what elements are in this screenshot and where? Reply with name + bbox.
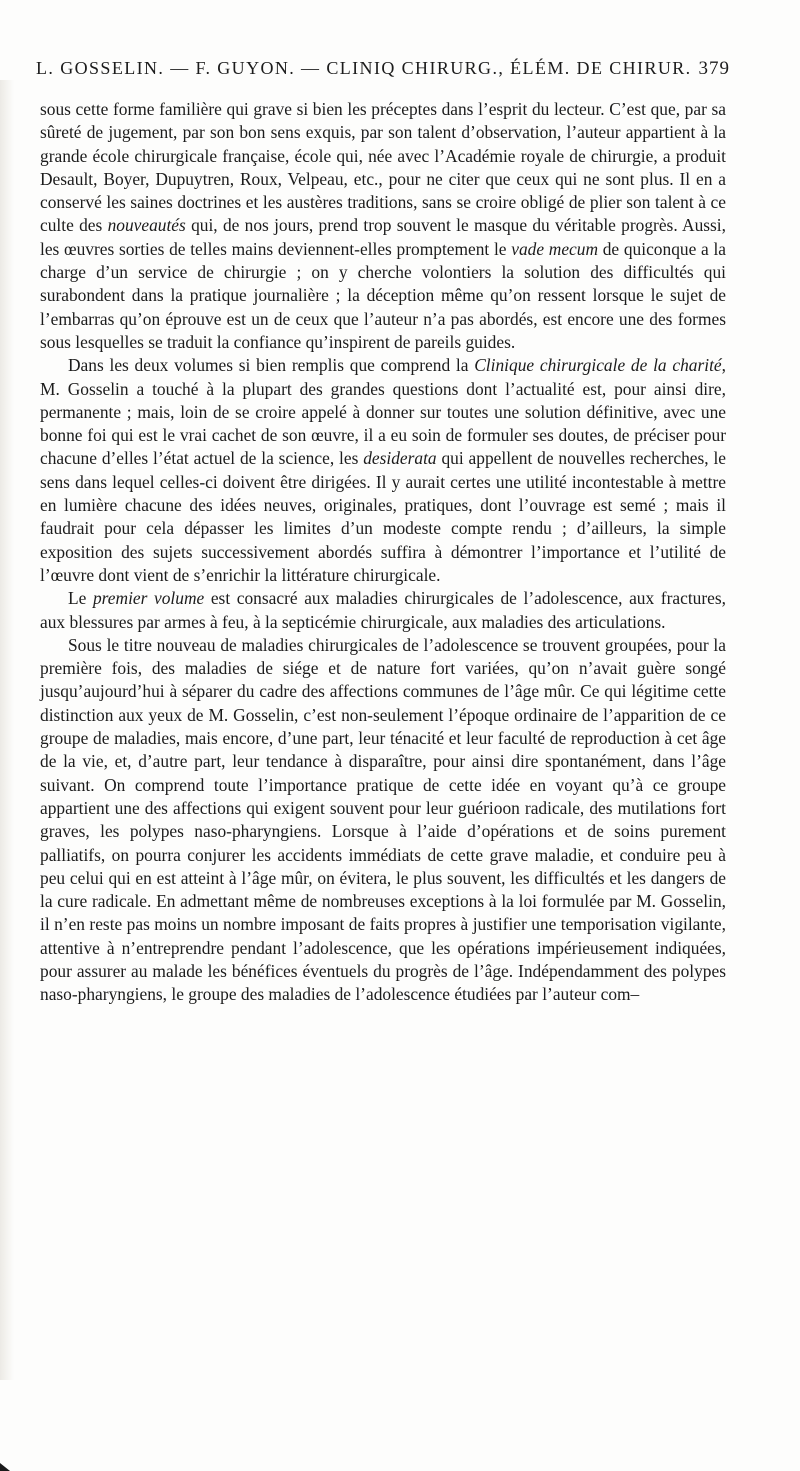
running-title: L. GOSSELIN. — F. GUYON. — CLINIQ CHIRURG., ÉLÉM. DE CHIRUR. (36, 58, 692, 78)
italic-text: Clinique chirurgicale de la charité (474, 355, 722, 376)
text-run: Sous le titre nouveau de maladies chirurgicales de l’adolescence se trouvent groupées, pour la première fois, des maladies de siége et de nature fort variées, qu’on n’avait guère songé jusqu’aujourd’hui à séparer du cadre des affections communes de l’âge mûr. Ce qui légitime cette distinction aux yeux de M. Gosselin, c’est non-seulement l’époque ordinaire de l’apparition de ce groupe de maladies, mais encore, d’une part, leur ténacité et leur faculté de reproduction à cet âge de la vie, et, d’autre part, leur tendance à disparaître, pour ainsi dire spontanément, dans l’âge suivant. On comprend toute l’importance pratique de cette idée en voyant qu’à ce groupe appartient une des affections qui exigent souvent pour leur guérioon radicale, des mutilations fort graves, les polypes naso-pharyngiens. Lorsque à l’aide d’opérations et de soins purement palliatifs, on pourra conjurer les accidents immédiats de cette grave maladie, et conduire peu à peu celui qui en est atteint à l’âge mûr, on évitera, le plus souvent, les difficultés et les dangers de la cure radicale. En admettant même de nombreuses exceptions à la loi formulée par M. Gosselin, il n’en reste pas moins un nombre imposant de faits propres à justifier une temporisation vigilante, attentive à n’entreprendre pendant l’adolescence, que les opérations impérieusement indiquées, pour assurer au malade les bénéfices éventuels du progrès de l’âge. Indépendamment des polypes naso-pharyngiens, le groupe des maladies de l’adolescence étudiées par l’auteur com– (40, 634, 726, 1005)
page-number: 379 (698, 58, 730, 79)
text-run: Dans les deux volumes si bien remplis que comprend la (68, 355, 475, 376)
running-header (36, 58, 730, 90)
italic-text: nouveautés (107, 215, 186, 236)
text-run: qui, de nos jours, prend trop souvent le masque du véritable progrès. Aussi, les œuvres sorties de telles mains deviennent-elles promptement le (40, 215, 726, 259)
paragraph-3 (40, 587, 726, 634)
text-run: est consacré aux maladies chirurgicales de l’adolescence, aux fractures, aux blessures par armes à feu, à la septicémie chirurgicale, aux maladies des articulations. (40, 588, 726, 632)
body-text (40, 98, 726, 1007)
italic-text: premier volume (92, 588, 205, 609)
left-margin-shadow (0, 80, 14, 1380)
italic-text: desiderata (363, 448, 437, 469)
text-run: qui appellent de nouvelles recherches, le sens dans lequel celles-ci doivent être dirigées. Il y aurait certes une utilité incontestable à mettre en lumière chacune des idées neuves, originales, pratiques, dont l’ouvrage est semé ; mais il faudrait pour cela dépasser les limites d’un modeste compte rendu ; d’ailleurs, la simple exposition des sujets successivement abordés suffira à démontrer l’importance et l’utilité de l’œuvre dont vient de s’enrichir la littérature chirurgicale. (40, 448, 727, 585)
paragraph-4 (40, 634, 726, 1007)
text-run: Le (68, 588, 93, 609)
text-run: , M. Gosselin a touché à la plupart des grandes questions dont l’actualité est, pour ainsi dire, permanente ; mais, loin de se croire appelé à donner sur toutes une solution définitive, avec une bonne foi qui est le vrai cachet de son œuvre, il a eu soin de formuler ses doutes, de préciser pour chacune d’elles l’état actuel de la science, les (40, 355, 726, 469)
paragraph-2 (40, 354, 726, 587)
text-run: sous cette forme familière qui grave si bien les préceptes dans l’esprit du lecteur. C’est que, par sa sûreté de jugement, par son bon sens exquis, par son talent d’observation, l’auteur appartient à la grande école chirurgicale française, école qui, née avec l’Académie royale de chirurgie, a produit Desault, Boyer, Dupuytren, Roux, Velpeau, etc., pour ne citer que ceux qui ne sont plus. Il en a conservé les saines doctrines et les austères traditions, sans se croire obligé de plier son talent à ce culte des (40, 99, 726, 236)
paragraph-1 (40, 98, 726, 354)
italic-text: vade mecum (511, 238, 599, 259)
page-corner-mark (0, 1463, 10, 1471)
text-run: de quiconque a la charge d’un service de chirurgie ; on y cherche volontiers la solution des difficultés qui surabondent dans la pratique journalière ; la déception même qu’on ressent lorsque le sujet de l’embarras qu’on éprouve est un de ceux que l’auteur n’a pas abordés, est encore une des formes sous lesquelles se traduit la confiance qu’inspirent de pareils guides. (40, 238, 726, 352)
